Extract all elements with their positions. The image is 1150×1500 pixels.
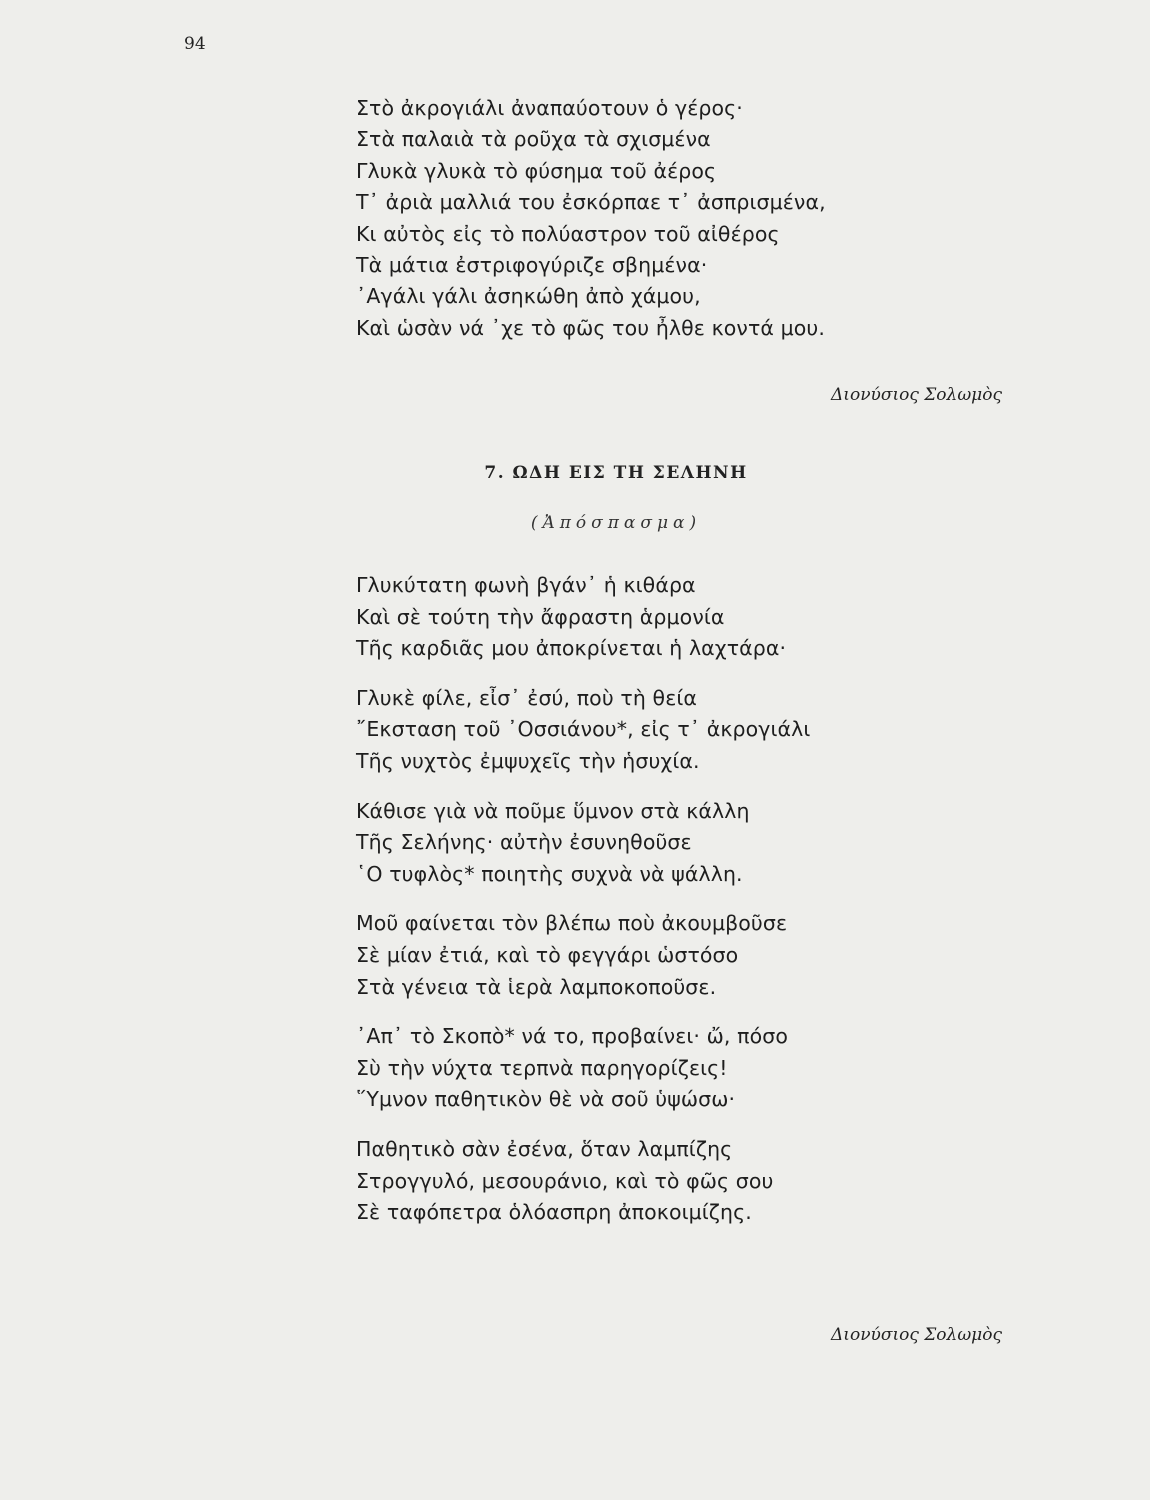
poem-author: Διονύσιος Σολωμὸς <box>831 385 1002 405</box>
poem-line: ᾽Αγάλι γάλι ἀσηκώθη ἀπὸ χάμου, <box>356 284 701 309</box>
poem-line: Τῆς νυχτὸς ἐμψυχεῖς τὴν ἡσυχία. <box>356 748 700 773</box>
poem-line: Σὺ τὴν νύχτα τερπνὰ παρηγορίζεις! <box>356 1055 728 1080</box>
stanza <box>356 796 976 891</box>
poem-line: ᾽Απ᾽ τὸ Σκοπὸ* νά το, προβαίνει· ὤ, πόσο <box>356 1024 788 1049</box>
poem-line: Γλυκὲ φίλε, εἶσ᾽ ἐσύ, ποὺ τὴ θεία <box>356 685 698 710</box>
poem-line: Τῆς Σελήνης· αὐτὴν ἐσυνηθοῦσε <box>356 830 692 855</box>
poem-line: Τὰ μάτια ἐστριφογύριζε σβημένα· <box>356 253 708 278</box>
poem-author: Διονύσιος Σολωμὸς <box>831 1325 1002 1345</box>
poem-fragment <box>356 93 976 344</box>
poem-line: Τ᾽ ἀριὰ μαλλιά του ἐσκόρπαε τ᾽ ἀσπρισμένα, <box>356 190 826 215</box>
poem-line: Στὸ ἀκρογιάλι ἀναπαύοτουν ὁ γέρος· <box>356 96 743 120</box>
poem-line: ῞Υμνον παθητικὸν θὲ νὰ σοῦ ὑψώσω· <box>356 1087 736 1112</box>
poem-line: Μοῦ φαίνεται τὸν βλέπω ποὺ ἀκουμβοῦσε <box>356 911 788 936</box>
stanza <box>356 1021 976 1116</box>
poem-title: 7. ΩΔΗ ΕΙΣ ΤΗ ΣΕΛΗΝΗ <box>484 463 748 483</box>
stanza <box>356 683 976 778</box>
poem-subtitle: (Ἀπόσπασμα) <box>530 513 702 533</box>
stanza <box>356 908 976 1003</box>
poem-line: Σὲ ταφόπετρα ὁλόασπρη ἀποκοιμίζης. <box>356 1200 752 1225</box>
poem-line: Παθητικὸ σὰν ἐσένα, ὅταν λαμπίζης <box>356 1136 733 1161</box>
poem-line: Κάθισε γιὰ νὰ ποῦμε ὕμνον στὰ κάλλη <box>356 798 750 823</box>
poem-line: ῎Εκσταση τοῦ ᾽Οσσιάνου*, εἰς τ᾽ ἀκρογιάλι <box>356 717 811 742</box>
poem-line: Καὶ ὡσὰν νά ᾽χε τὸ φῶς του ἦλθε κοντά μου. <box>356 315 825 340</box>
poem-line: Καὶ σὲ τούτη τὴν ἄφραστη ἁρμονία <box>356 604 725 629</box>
page-number: 94 <box>184 34 206 54</box>
poem-line: Στὰ γένεια τὰ ἱερὰ λαμποκοποῦσε. <box>356 974 717 999</box>
stanza <box>356 570 976 665</box>
poem-body <box>356 570 976 1229</box>
poem-line: Στρογγυλό, μεσουράνιο, καὶ τὸ φῶς σου <box>356 1168 774 1193</box>
poem-line: Τῆς καρδιᾶς μου ἀποκρίνεται ἡ λαχτάρα· <box>356 636 787 661</box>
poem-line: Στὰ παλαιὰ τὰ ροῦχα τὰ σχισμένα <box>356 127 711 152</box>
poem-line: Σὲ μίαν ἐτιά, καὶ τὸ φεγγάρι ὡστόσο <box>356 942 739 967</box>
poem-line: Γλυκὰ γλυκὰ τὸ φύσημα τοῦ ἀέρος <box>356 158 717 183</box>
poem-line: Κι αὐτὸς εἰς τὸ πολύαστρον τοῦ αἰθέρος <box>356 221 780 246</box>
poem-line: ῾Ο τυφλὸς* ποιητὴς συχνὰ νὰ ψάλλη. <box>356 861 743 886</box>
poem-line: Γλυκύτατη φωνὴ βγάν᾽ ἡ κιθάρα <box>356 573 696 597</box>
stanza <box>356 1134 976 1229</box>
